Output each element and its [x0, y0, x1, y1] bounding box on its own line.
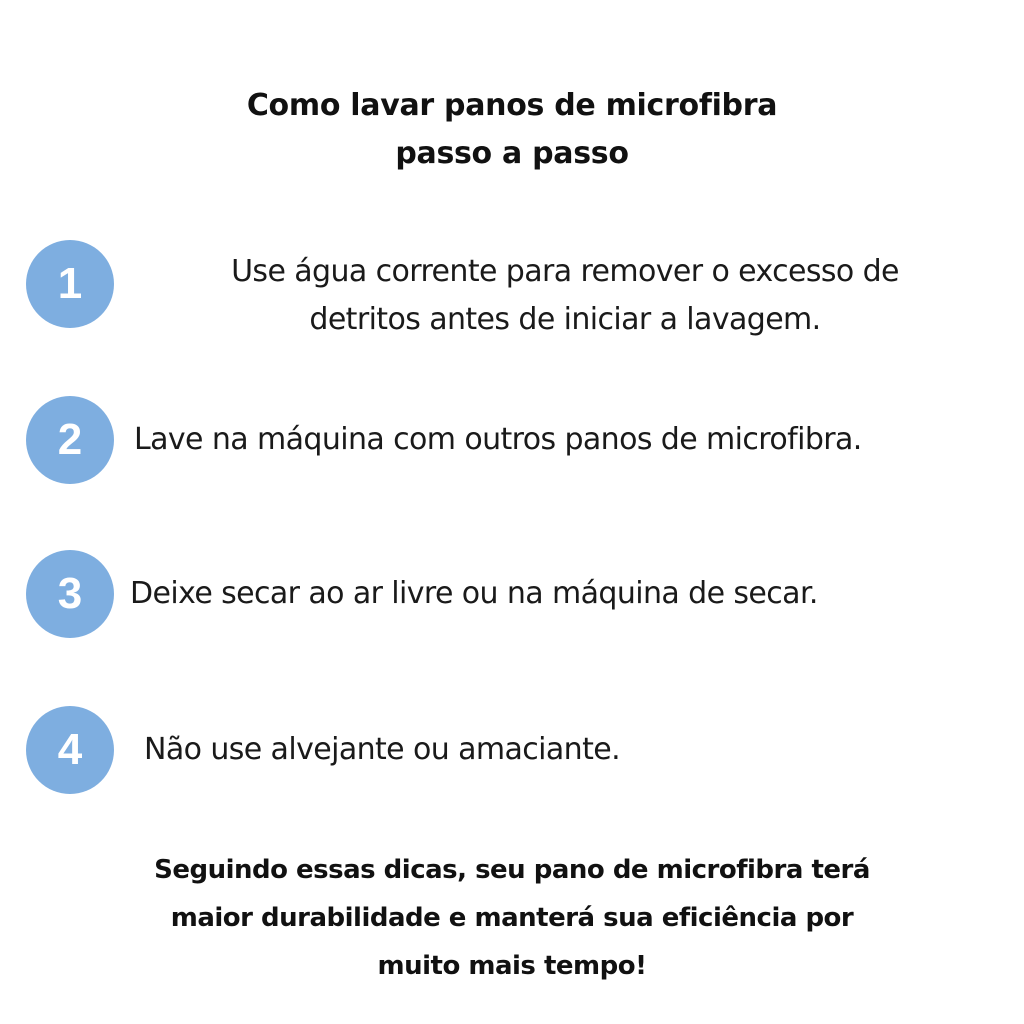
title-line-2: passo a passo — [395, 136, 629, 171]
title-line-1: Como lavar panos de microfibra — [246, 88, 778, 123]
step-text-line: Use água corrente para remover o excesso de — [231, 254, 899, 289]
closing-line-1: Seguindo essas dicas, seu pano de microfibra terá — [154, 855, 870, 885]
step-number-badge: 2 — [26, 396, 114, 484]
step-text-line: Deixe secar ao ar livre ou na máquina de secar. — [130, 576, 818, 611]
step-text-line: Lave na máquina com outros panos de microfibra. — [134, 422, 862, 457]
step-number-badge: 4 — [26, 706, 114, 794]
step-number-badge: 3 — [26, 550, 114, 638]
step-text — [134, 416, 1014, 464]
closing-message — [0, 846, 1024, 990]
step-text — [130, 248, 1000, 344]
closing-line-3: muito mais tempo! — [377, 951, 647, 981]
closing-line-2: maior durabilidade e manterá sua eficiência por — [170, 903, 854, 933]
step-text-line: detritos antes de iniciar a lavagem. — [309, 302, 821, 337]
step-text — [144, 726, 1004, 774]
step-number-badge: 1 — [26, 240, 114, 328]
step-text — [130, 570, 1010, 618]
step-text-line: Não use alvejante ou amaciante. — [144, 732, 621, 767]
page-title — [0, 82, 1024, 178]
